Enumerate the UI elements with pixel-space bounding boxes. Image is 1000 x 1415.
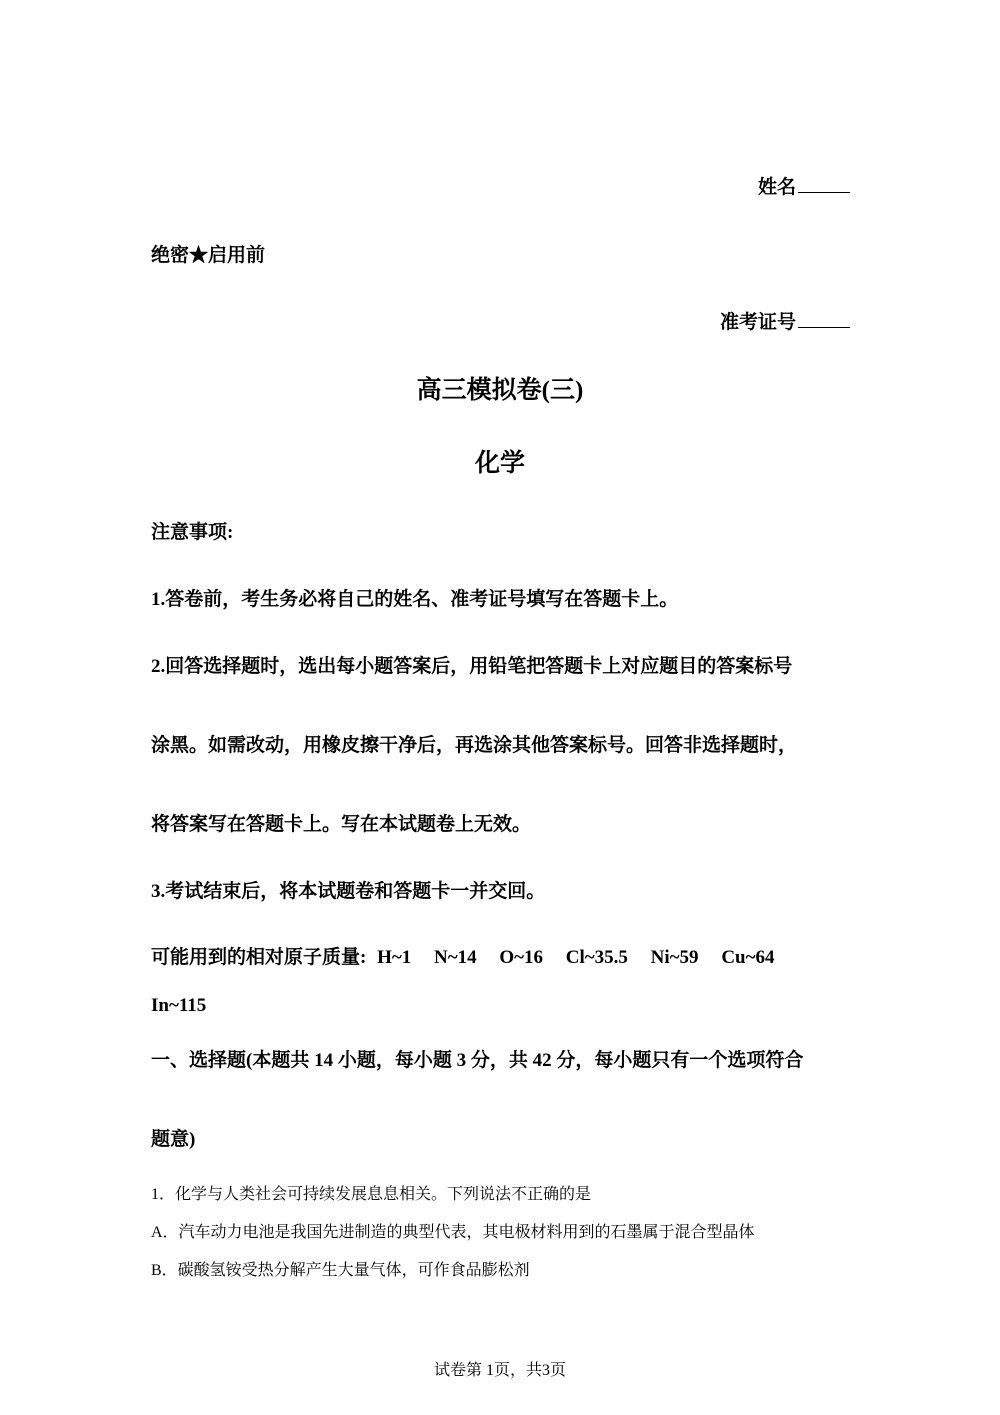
question-1-option-a: A．汽车动力电池是我国先进制造的典型代表，其电极材料用到的石墨属于混合型晶体 [151, 1224, 755, 1241]
atomic-mass-line [151, 942, 774, 969]
name-blank[interactable] [798, 175, 850, 193]
notice-item-2-line-1: 2.回答选择题时，选出每小题答案后，用铅笔把答题卡上对应题目的答案标号 [151, 656, 793, 677]
exam-id-blank[interactable] [798, 310, 850, 328]
notice-heading: 注意事项: [151, 522, 234, 543]
section-heading-line-2: 题意) [151, 1129, 196, 1150]
notice-item-2-line-2: 涂黑。如需改动，用橡皮擦干净后，再选涂其他答案标号。回答非选择题时， [151, 735, 798, 756]
exam-id-field [720, 307, 850, 334]
atomic-mass-item: H~1 [377, 947, 412, 968]
section-heading-line-1: 一、选择题(本题共 14 小题，每小题 3 分，共 42 分，每小题只有一个选项符合 [151, 1050, 804, 1071]
atomic-mass-line-2: In~115 [151, 995, 207, 1016]
notice-item-3: 3.考试结束后，将本试题卷和答题卡一并交回。 [151, 881, 546, 902]
notice-item-1: 1.答卷前，考生务必将自己的姓名、准考证号填写在答题卡上。 [151, 589, 679, 610]
name-label: 姓名 [757, 177, 796, 198]
question-1-option-b: B．碳酸氢铵受热分解产生大量气体，可作食品膨松剂 [151, 1262, 530, 1279]
atomic-mass-item: Ni~59 [650, 947, 699, 968]
page-footer: 试卷第 1页，共3页 [433, 1362, 566, 1379]
paper-title: 高三模拟卷(三) [416, 377, 584, 404]
question-1-stem: 1．化学与人类社会可持续发展息息相关。下列说法不正确的是 [151, 1186, 592, 1203]
atomic-mass-label: 可能用到的相对原子质量: [151, 947, 367, 968]
subject-title: 化学 [474, 450, 525, 477]
atomic-mass-item: Cu~64 [721, 947, 775, 968]
name-field [758, 172, 850, 199]
notice-item-2-line-3: 将答案写在答题卡上。写在本试题卷上无效。 [151, 814, 532, 835]
atomic-mass-item: N~14 [434, 947, 477, 968]
confidential-mark: 绝密★启用前 [151, 245, 266, 266]
exam-id-label: 准考证号 [719, 312, 796, 333]
atomic-mass-item: O~16 [499, 947, 544, 968]
atomic-mass-item: Cl~35.5 [565, 947, 628, 968]
